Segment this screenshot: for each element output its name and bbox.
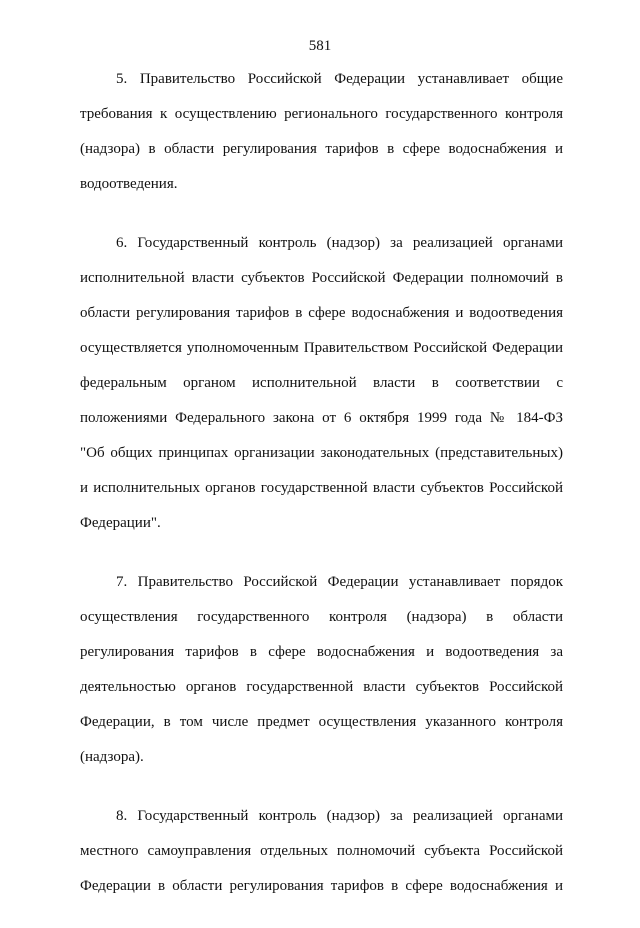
text-line: 5. Правительство Российской Федерации устанавливает общие [116, 71, 563, 87]
text-line: 7. Правительство Российской Федерации устанавливает порядок [116, 574, 563, 590]
text-line: осуществления государственного контроля (надзора) в области [80, 609, 563, 625]
text-line: исполнительной власти субъектов Российской Федерации полномочий в [80, 270, 563, 286]
text-line: водоотведения. [80, 176, 178, 192]
text-line: области регулирования тарифов в сфере водоснабжения и водоотведения [80, 305, 563, 321]
paragraph-6 [80, 226, 563, 541]
text-line: деятельностью органов государственной власти субъектов Российской [80, 679, 563, 695]
text-line: регулирования тарифов в сфере водоснабжения и водоотведения за [80, 644, 563, 660]
document-body [80, 62, 563, 928]
text-line: и исполнительных органов государственной власти субъектов Российской [80, 480, 563, 496]
text-line: осуществляется уполномоченным Правительством Российской Федерации [80, 340, 563, 356]
text-line: положениями Федерального закона от 6 октября 1999 года № 184-ФЗ [80, 410, 563, 426]
text-line: (надзора). [80, 749, 144, 765]
paragraph-8 [80, 799, 563, 904]
text-line: требования к осуществлению регионального государственного контроля [80, 106, 563, 122]
text-line: (надзора) в области регулирования тарифов в сфере водоснабжения и [80, 141, 563, 157]
paragraph-5 [80, 62, 563, 202]
text-line: Федерации, в том числе предмет осуществления указанного контроля [80, 714, 563, 730]
text-line: 6. Государственный контроль (надзор) за реализацией органами [116, 235, 563, 251]
page-number: 581 [308, 38, 332, 54]
paragraph-7 [80, 565, 563, 775]
text-line: "Об общих принципах организации законодательных (представительных) [80, 445, 563, 461]
text-line: федеральным органом исполнительной власти в соответствии с [80, 375, 563, 391]
text-line: 8. Государственный контроль (надзор) за реализацией органами [116, 808, 563, 824]
text-line: местного самоуправления отдельных полномочий субъекта Российской [80, 843, 563, 859]
text-line: Федерации в области регулирования тарифов в сфере водоснабжения и [80, 878, 563, 894]
text-line: Федерации". [80, 515, 161, 531]
